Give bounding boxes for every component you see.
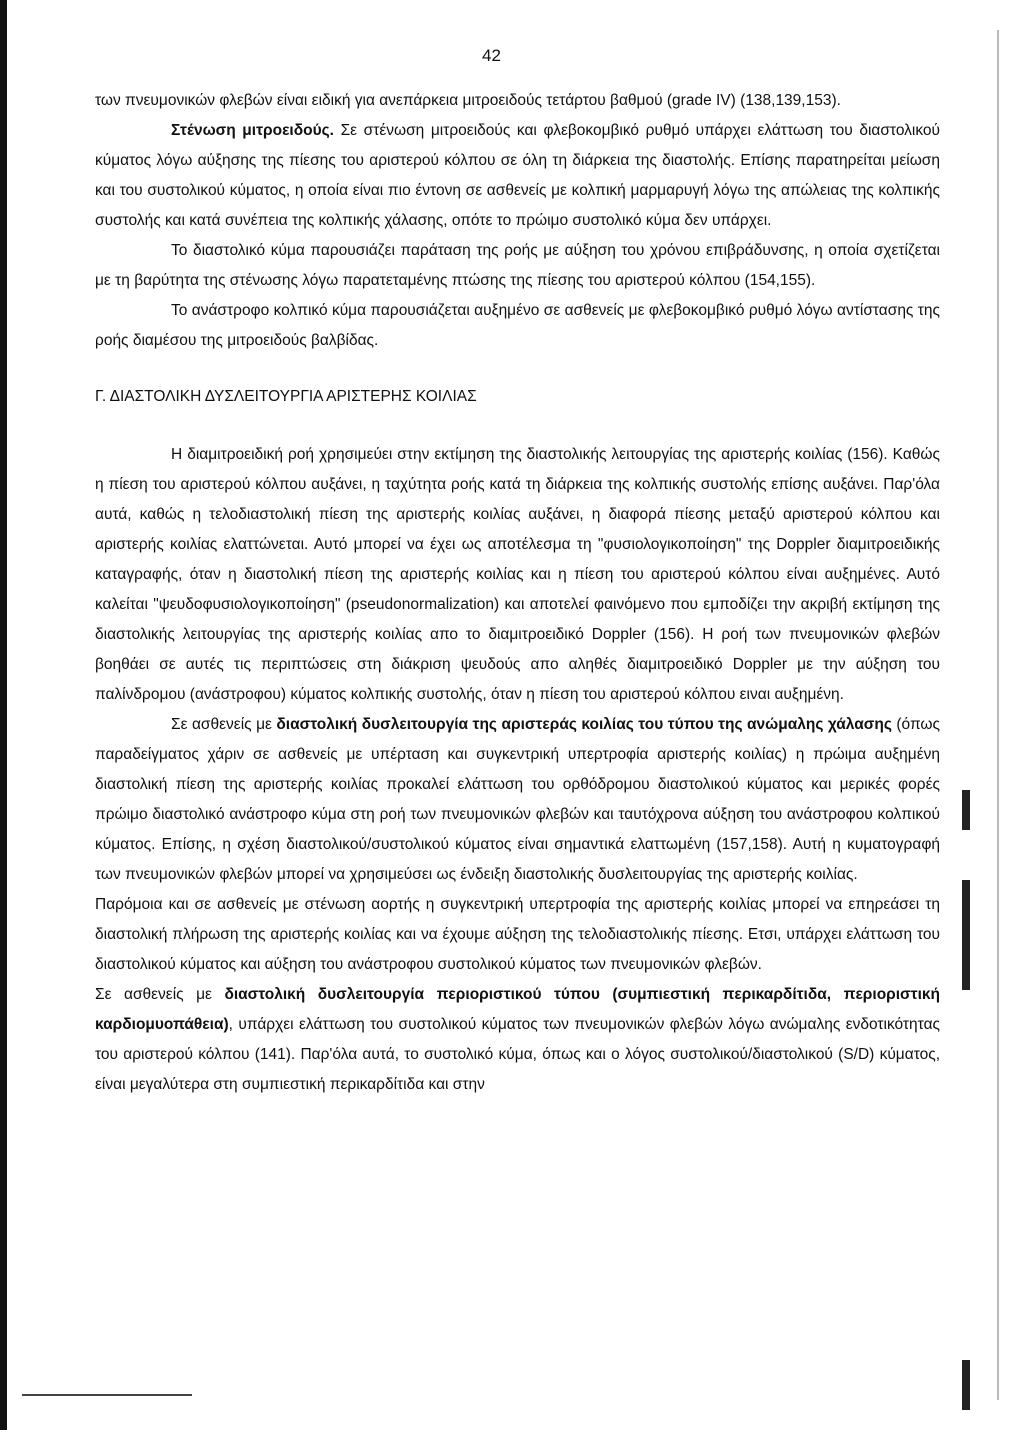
page-number: 42	[482, 46, 501, 65]
paragraph-bold: διαστολική δυσλειτουργία της αριστεράς κοιλίας του τύπου της ανώμαλης χάλασης	[276, 716, 892, 733]
paragraph-bold: διαστολική δυσλειτουργία περιοριστικού τύπου (συμπιεστική περικαρδίτιδα, περιοριστική καρδιομυοπάθεια)	[95, 986, 940, 1033]
paragraph: Το διαστολικό κύμα παρουσιάζει παράταση της ροής με αύξηση του χρόνου επιβράδυνσης, η οποία σχετίζεται με τη βαρύτητα της στένωσης λόγω παρατεταμένης πτώσης της πίεσης του αριστερού κόλπου (154,155).	[95, 242, 940, 289]
paragraph-bold: Στένωση μιτροειδούς.	[171, 122, 334, 139]
paragraph: Σε ασθενείς με διαστολική δυσλειτουργία της αριστεράς κοιλίας του τύπου της ανώμαλης χάλασης (όπως παραδείγματος χάριν σε ασθενείς με υπέρταση και συγκεντρική υπερτροφία αριστερής κοιλίας) η πρώιμα αυξημένη διαστολική πίεση της αριστερής κοιλίας προκαλεί ελάττωση του ορθόδρομου διαστολικού κύματος και μερικές φορές πρώιμο διαστολικό ανάστροφο κύμα στη ροή των πνευμονικών φλεβών και ταυτόχρονα αύξηση του ανάστροφου κολπικού κύματος. Επίσης, η σχέση διαστολικού/συστολικού κύματος είναι σημαντικά ελαττωμένη (157,158). Αυτή η κυματογραφή των πνευμονικών φλεβών μπορεί να χρησιμεύσει ως ένδειξη διαστολικής δυσλειτουργίας της αριστερής κοιλίας.	[95, 716, 940, 883]
section-heading: Γ. ΔΙΑΣΤΟΛΙΚΗ ΔΥΣΛΕΙΤΟΥΡΓΙΑ ΑΡΙΣΤΕΡΗΣ ΚΟΙΛΙΑΣ	[95, 388, 477, 405]
scan-edge-left	[0, 0, 7, 1430]
scan-mark	[962, 1360, 970, 1410]
scan-mark	[962, 880, 970, 990]
paragraph: Η διαμιτροειδική ροή χρησιμεύει στην εκτίμηση της διαστολικής λειτουργίας της αριστερής κοιλίας (156). Καθώς η πίεση του αριστερού κόλπου αυξάνει, η ταχύτητα ροής κατά τη διάρκεια της κολπικής συστολής επίσης αυξάνει. Παρ'όλα αυτά, καθώς η τελοδιαστολική πίεση της αριστερής κοιλίας αυξάνει, η διαφορά πίεσης μεταξύ αριστερού κόλπου και αριστερής κοιλίας ελαττώνεται. Αυτό μπορεί να έχει ως αποτέλεσμα τη "φυσιολογικοποίηση" της Doppler διαμιτροειδικής καταγραφής, όταν η διαστολική πίεση της αριστερής κοιλίας και η πίεση του αριστερού κόλπου είναι αυξημένες. Αυτό καλείται "ψευδοφυσιολογικοποίηση" (pseudonormalization) και αποτελεί φαινόμενο που εμποδίζει την ακριβή εκτίμηση της διαστολικής λειτουργίας της αριστερής κοιλίας απο το διαμιτροειδικό Doppler (156). Η ροή των πνευμονικών φλεβών βοηθάει σε αυτές τις περιπτώσεις στη διάκριση ψευδούς απο αληθές διαμιτροειδικό Doppler με την αύξηση του παλίνδρομου (ανάστροφου) κύματος κολπικής συστολής, όταν η πίεση του αριστερού κόλπου ειναι αυξημένη.	[95, 446, 940, 703]
scan-dash	[22, 1394, 192, 1396]
scan-edge-right	[997, 30, 999, 1400]
scan-mark	[962, 790, 970, 830]
paragraph: Το ανάστροφο κολπικό κύμα παρουσιάζεται αυξημένο σε ασθενείς με φλεβοκομβικό ρυθμό λόγω αντίστασης της ροής διαμέσου της μιτροειδούς βαλβίδας.	[95, 302, 940, 349]
paragraph: των πνευμονικών φλεβών είναι ειδική για ανεπάρκεια μιτροειδούς τετάρτου βαθμού (grade IV) (138,139,153).	[95, 92, 841, 109]
paragraph: Παρόμοια και σε ασθενείς με στένωση αορτής η συγκεντρική υπερτροφία της αριστερής κοιλίας μπορεί να επηρεάσει τη διαστολική πλήρωση της αριστερής κοιλίας και να έχουμε αύξηση της τελοδιαστολικής πίεσης. Ετσι, υπάρχει ελάττωση του διαστολικού κύματος και αύξηση του ανάστροφου συστολικού κύματος των πνευμονικών φλεβών.	[95, 896, 940, 973]
paragraph: Στένωση μιτροειδούς. Σε στένωση μιτροειδούς και φλεβοκομβικό ρυθμό υπάρχει ελάττωση του διαστολικού κύματος λόγω αύξησης της πίεσης του αριστερού κόλπου σε όλη τη διάρκεια της διαστολής. Επίσης παρατηρείται μείωση και του συστολικού κύματος, η οποία είναι πιο έντονη σε ασθενείς με κολπική μαρμαρυγή λόγω της απώλειας της κολπικής συστολής και κατά συνέπεια της κολπικής χάλασης, οπότε το πρώιμο συστολικό κύμα δεν υπάρχει.	[95, 122, 940, 229]
document-body	[95, 86, 940, 1100]
paragraph: Σε ασθενείς με διαστολική δυσλειτουργία περιοριστικού τύπου (συμπιεστική περικαρδίτιδα, περιοριστική καρδιομυοπάθεια), υπάρχει ελάττωση του συστολικού κύματος των πνευμονικών φλεβών λόγω ανώμαλης ενδοτικότητας του αριστερού κόλπου (141). Παρ'όλα αυτά, το συστολικό κύμα, όπως και ο λόγος συστολικού/διαστολικού (S/D) κύματος, είναι μεγαλύτερα στη συμπιεστική περικαρδίτιδα και στην	[95, 986, 940, 1093]
